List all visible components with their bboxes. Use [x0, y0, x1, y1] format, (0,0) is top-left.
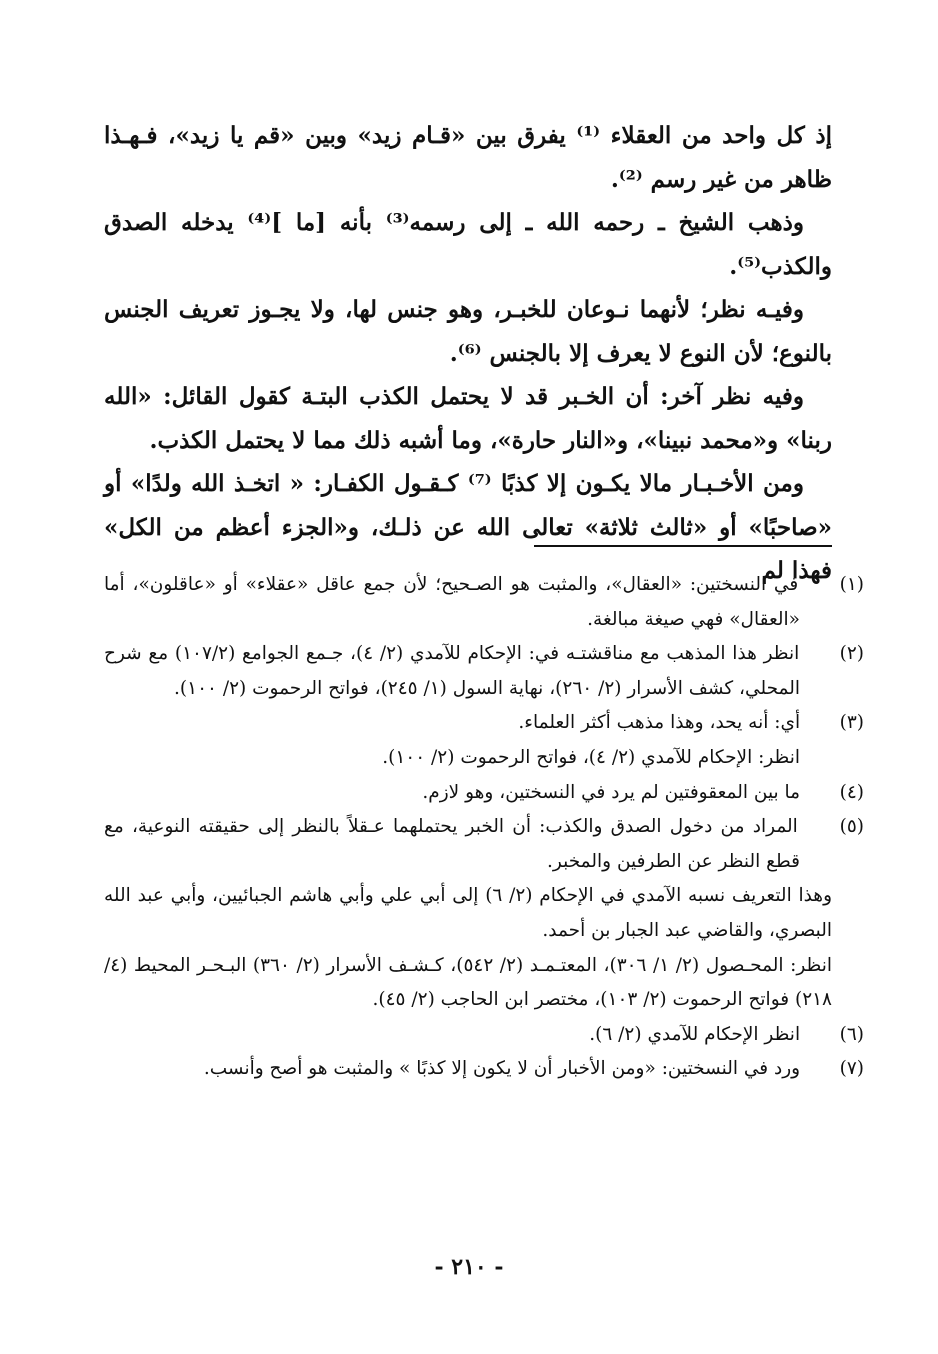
footnote-text: وهذا التعريف نسبه الآمدي في الإحكام (٢/ ٦) إلى أبي علي وأبي هاشم الجبائيين، وأبي عبد الله البصري، والقاضي عبد الجبار بن أحمد. [104, 885, 832, 941]
footnote-text: في النسختين: «العقال»، والمثبت هو الصـحيح؛ لأن جمع عاقل «عقلاء» أو «عاقلون»، أما «العقال» فهي صيغة مبالغة. [104, 574, 800, 630]
footnote-number: (٧) [839, 1058, 864, 1080]
footnote-text: المراد من دخول الصدق والكذب: أن الخبر يحتملهما عـقلاً بالنظر إلى حقيقته النوعية، مع قطع النظر عن الطرفين والمخبر. [104, 816, 800, 872]
footnote-5 [104, 810, 864, 879]
footnote-3-continued [104, 741, 832, 776]
footnotes [104, 568, 864, 1087]
footnote-text: انظر هذا المذهب مع مناقشتـه في: الإحكام للآمدي (٢/ ٤)، جـمع الجوامع (١٠٧/٢) مع شرح المحلي، كشف الأسرار (٢/ ٢٦٠)، نهاية السول (١/ ٢٤٥)، فواتح الرحموت (٢/ ١٠٠). [104, 643, 800, 699]
footnote-3 [104, 706, 864, 741]
footnote-text: أي: أنه يحد، وهذا مذهب أكثر العلماء. [518, 712, 801, 734]
paragraph-3: وفيـه نظر؛ لأنهما نـوعان للخبـر، وهو جنس لها، ولا يجـوز تعريف الجنس بالنوع؛ لأن النوع لا يعرف إلا بالجنس ⁽⁶⁾. [104, 296, 832, 367]
page-number: - ٢١٠ - [434, 1254, 504, 1280]
paragraph-4: وفيه نظر آخر: أن الخـبر قد لا يحتمل الكذب البتـة كقول القائل: «الله ربنا» و«محمد نبينا»، و«النار حارة»، وما أشبه ذلك مما لا يحتمل الكذب. [104, 383, 832, 454]
footnote-number: (٣) [839, 712, 864, 734]
paragraph-5: ومن الأخـبـار مالا يكـون إلا كذبًا ⁽⁷⁾ كـقـول الكفـار: « اتخـذ الله ولدًا» أو «صاحبًا» أو «ثالث ثلاثة» تعالى الله عن ذلـك، و«الجزء أعظم من الكل» فهذا لم [104, 470, 832, 584]
footnote-5-continued [104, 879, 832, 948]
footnote-6 [104, 1018, 864, 1053]
footnote-number: (٥) [839, 816, 864, 838]
footnote-text: انظر الإحكام للآمدي (٢/ ٦). [589, 1023, 801, 1045]
footnote-4 [104, 776, 864, 811]
footnote-number: (٢) [839, 643, 864, 665]
footnote-2 [104, 637, 864, 706]
footnote-5-references [104, 949, 832, 1018]
paragraph-1: إذ كل واحد من العقلاء ⁽¹⁾ يفرق بين «قـام زيد» وبين «قم يا زيد»، فـهـذا ظاهر من غير رسم ⁽²⁾. [104, 122, 833, 193]
footnote-separator [534, 545, 832, 547]
footnote-text: ما بين المعقوفتين لم يرد في النسختين، وهو لازم. [422, 781, 801, 803]
footnote-text: انظر: الإحكام للآمدي (٢/ ٤)، فواتح الرحموت (٢/ ١٠٠). [382, 746, 800, 768]
footnote-text: ورد في النسختين: «ومن الأخبار أن لا يكون إلا كذبًا » والمثبت هو أصح وأنسب. [203, 1058, 801, 1080]
main-text [104, 114, 832, 593]
paragraph-2: وذهب الشيخ ـ رحمه الله ـ إلى رسمه⁽³⁾ بأنه [ما ]⁽⁴⁾ يدخله الصدق والكذب⁽⁵⁾. [104, 209, 832, 280]
footnote-text: انظر: المحـصول (٢/ ١/ ٣٠٦)، المعتـمـد (٢/ ٥٤٢)، كـشـف الأسرار (٢/ ٣٦٠) البـحـر المحيط (٤/ ٢١٨) فواتح الرحموت (٢/ ١٠٣)، مختصر ابن الحاجب (٢/ ٤٥). [104, 954, 833, 1011]
footnote-7 [104, 1052, 864, 1087]
footnote-1 [104, 568, 864, 637]
footnote-number: (٦) [839, 1023, 864, 1045]
footnote-number: (١) [839, 574, 864, 595]
footnote-number: (٤) [839, 781, 864, 803]
